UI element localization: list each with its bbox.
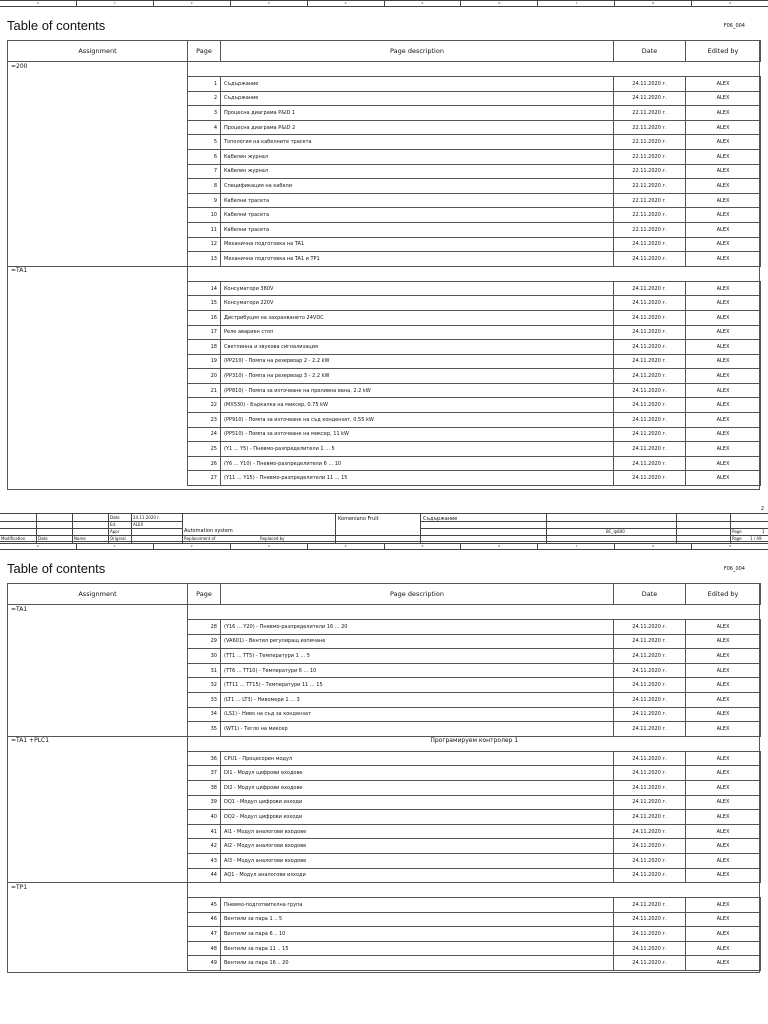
edited-by-cell: ALEX bbox=[686, 692, 761, 707]
date-cell: 22.11.2020 г. bbox=[614, 193, 686, 208]
ruler-col-label: 1 bbox=[77, 544, 154, 549]
page-number-cell: 39 bbox=[188, 795, 221, 810]
edited-by-cell: ALEX bbox=[686, 120, 761, 135]
date-cell: 24.11.2020 г. bbox=[614, 252, 686, 267]
edited-by-cell: ALEX bbox=[686, 149, 761, 164]
date-cell: 24.11.2020 г. bbox=[614, 692, 686, 707]
page-description-cell: (TT6 ... TT10) - Температури 6 ... 10 bbox=[221, 663, 614, 678]
page-number-cell: 10 bbox=[188, 208, 221, 223]
page-number-marker: 2 bbox=[760, 506, 764, 512]
section-label: =TA1 bbox=[8, 605, 188, 614]
document-title: Съдържание bbox=[423, 516, 458, 522]
edited-by-cell: ALEX bbox=[686, 310, 761, 325]
page-description-cell: Пневмо-подготвителна група bbox=[221, 898, 614, 913]
ruler-col-label: 0 bbox=[0, 1, 77, 6]
page-description-cell: (Y1 ... Y5) - Пневмо-разпределители 1 ... 5 bbox=[221, 442, 614, 457]
page-number-cell: 25 bbox=[188, 442, 221, 457]
page-description-cell: (PP910) - Помпа за източване на съд кондензат, 0.55 kW bbox=[221, 413, 614, 428]
edited-by-cell: ALEX bbox=[686, 106, 761, 121]
edited-by-cell: ALEX bbox=[686, 281, 761, 296]
date-cell: 24.11.2020 г. bbox=[614, 634, 686, 649]
edited-by-cell: ALEX bbox=[686, 369, 761, 384]
original-label: Original bbox=[110, 536, 126, 541]
date-cell: 24.11.2020 г. bbox=[614, 471, 686, 486]
edited-by-cell: ALEX bbox=[686, 237, 761, 252]
edited-by-cell: ALEX bbox=[686, 707, 761, 722]
date-cell: 24.11.2020 г. bbox=[614, 780, 686, 795]
ruler-col-label: 8 bbox=[615, 1, 692, 6]
page-description-cell: (Y11 ... Y15) - Пневмо-разпределители 11 ... 15 bbox=[221, 471, 614, 486]
system-name: Automation system bbox=[184, 528, 233, 534]
page-description-cell: Вентили за пара 16 .. 20 bbox=[221, 956, 614, 971]
header-assignment: Assignment bbox=[8, 41, 188, 62]
date-cell: 24.11.2020 г. bbox=[614, 383, 686, 398]
ruler-col-label: 1 bbox=[77, 1, 154, 6]
modification-label: Modification bbox=[1, 536, 26, 541]
ruler-col-label: 0 bbox=[0, 544, 77, 549]
ruler-col-label: 2 bbox=[154, 1, 231, 6]
replaced-by-label: Replaced by bbox=[260, 536, 285, 541]
page-description-cell: (WT1) - Тегло на миксер bbox=[221, 722, 614, 737]
date-cell: 22.11.2020 г. bbox=[614, 179, 686, 194]
date-cell: 24.11.2020 г. bbox=[614, 369, 686, 384]
edited-by-cell: ALEX bbox=[686, 780, 761, 795]
page-description-cell: Вентили за пара 11 .. 15 bbox=[221, 941, 614, 956]
page-number-cell: 26 bbox=[188, 456, 221, 471]
page-number-cell: 5 bbox=[188, 135, 221, 150]
date-cell: 24.11.2020 г. bbox=[614, 77, 686, 92]
ruler-col-label: 5 bbox=[385, 544, 462, 549]
header-page: Page bbox=[188, 584, 221, 605]
page-number-cell: 17 bbox=[188, 325, 221, 340]
page-number-cell: 44 bbox=[188, 868, 221, 883]
page-number-cell: 2 bbox=[188, 91, 221, 106]
page-description-cell: Кабелни трасета bbox=[221, 193, 614, 208]
date-cell: 24.11.2020 г. bbox=[614, 707, 686, 722]
page-number-cell: 4 bbox=[188, 120, 221, 135]
ed-value: ALEX bbox=[133, 522, 144, 527]
page-description-cell: AI3 - Модул аналогови входове bbox=[221, 853, 614, 868]
name-col-label: Name bbox=[74, 536, 86, 541]
header-assignment: Assignment bbox=[8, 584, 188, 605]
date-cell: 24.11.2020 г. bbox=[614, 678, 686, 693]
edited-by-cell: ALEX bbox=[686, 634, 761, 649]
page-description-cell: AI1 - Модул аналогови входове bbox=[221, 824, 614, 839]
page-number-cell: 21 bbox=[188, 383, 221, 398]
page-number-cell: 20 bbox=[188, 369, 221, 384]
page-description-cell: Механична подготовка на TA1 и TP1 bbox=[221, 252, 614, 267]
date-cell: 24.11.2020 г. bbox=[614, 427, 686, 442]
page-number-cell: 12 bbox=[188, 237, 221, 252]
page-description-cell: AQ1 - Модул аналогови изходи bbox=[221, 868, 614, 883]
replacement-of-label: Replacement of bbox=[184, 536, 216, 541]
page-number-cell: 3 bbox=[188, 106, 221, 121]
sheet-frame bbox=[7, 583, 760, 973]
page-description-cell: DQ1 - Модул цифрови изходи bbox=[221, 795, 614, 810]
ruler-col-label: 4 bbox=[308, 544, 385, 549]
edited-by-cell: ALEX bbox=[686, 325, 761, 340]
page-number-cell: 19 bbox=[188, 354, 221, 369]
page-description-cell: (LT1 ... LT3) - Нивомери 1 ... 3 bbox=[221, 692, 614, 707]
date-cell: 24.11.2020 г. bbox=[614, 649, 686, 664]
page-number-cell: 28 bbox=[188, 620, 221, 635]
section-label: =TA1 bbox=[8, 266, 188, 275]
page-number-cell: 24 bbox=[188, 427, 221, 442]
sheet-code: F06_004 bbox=[723, 566, 745, 572]
page-number-cell: 30 bbox=[188, 649, 221, 664]
page-number-cell: 45 bbox=[188, 898, 221, 913]
edited-by-cell: ALEX bbox=[686, 649, 761, 664]
page-number-cell: 48 bbox=[188, 941, 221, 956]
page-description-cell: (PP510) - Помпа за източване на миксер, 11 kW bbox=[221, 427, 614, 442]
page-number-cell: 29 bbox=[188, 634, 221, 649]
section-label: =TP1 bbox=[8, 883, 188, 892]
edited-by-cell: ALEX bbox=[686, 296, 761, 311]
date-cell: 24.11.2020 г. bbox=[614, 620, 686, 635]
edited-by-cell: ALEX bbox=[686, 912, 761, 927]
edited-by-cell: ALEX bbox=[686, 208, 761, 223]
edited-by-cell: ALEX bbox=[686, 824, 761, 839]
page-number-cell: 22 bbox=[188, 398, 221, 413]
page-number-cell: 35 bbox=[188, 722, 221, 737]
page-description-cell: Спецификация на кабели bbox=[221, 179, 614, 194]
edited-by-cell: ALEX bbox=[686, 766, 761, 781]
page-number-cell: 31 bbox=[188, 663, 221, 678]
page-label-2: Page bbox=[732, 536, 742, 541]
date-cell: 24.11.2020 г. bbox=[614, 853, 686, 868]
date-cell: 24.11.2020 г. bbox=[614, 810, 686, 825]
edited-by-cell: ALEX bbox=[686, 722, 761, 737]
page-number-cell: 47 bbox=[188, 927, 221, 942]
edited-by-cell: ALEX bbox=[686, 340, 761, 355]
page-number-cell: 14 bbox=[188, 281, 221, 296]
date-cell: 24.11.2020 г. bbox=[614, 91, 686, 106]
header-edited-by: Edited by bbox=[686, 584, 761, 605]
page-description-cell: Топология на кабелните трасета bbox=[221, 135, 614, 150]
edited-by-cell: ALEX bbox=[686, 620, 761, 635]
page-number-cell: 7 bbox=[188, 164, 221, 179]
page-description-cell: (TT1 ... TT5) - Температури 1 ... 5 bbox=[221, 649, 614, 664]
date-cell: 24.11.2020 г. bbox=[614, 824, 686, 839]
edited-by-cell: ALEX bbox=[686, 839, 761, 854]
page-description-cell: Вентили за пара 6 .. 10 bbox=[221, 927, 614, 942]
date-cell: 24.11.2020 г. bbox=[614, 839, 686, 854]
section-label: =200 bbox=[8, 62, 188, 71]
page-description-cell: (MX530) - Бъркалка на миксер, 0.75 kW bbox=[221, 398, 614, 413]
ruler-col-label: 2 bbox=[154, 544, 231, 549]
page-description-cell: (PP310) - Помпа на резервоар 3 - 2.2 kW bbox=[221, 369, 614, 384]
date-cell: 24.11.2020 г. bbox=[614, 398, 686, 413]
page-description-cell: (Y6 ... Y10) - Пневмо-разпределители 6 ... 10 bbox=[221, 456, 614, 471]
sheet-code: F06_004 bbox=[723, 23, 745, 29]
ruler-col-label: 6 bbox=[461, 544, 538, 549]
edited-by-cell: ALEX bbox=[686, 427, 761, 442]
section-label: =TA1 +PLC1 bbox=[8, 736, 188, 745]
page-number-cell: 42 bbox=[188, 839, 221, 854]
edited-by-cell: ALEX bbox=[686, 383, 761, 398]
date-cell: 24.11.2020 г. bbox=[614, 795, 686, 810]
date-label: Date bbox=[110, 515, 120, 520]
edited-by-cell: ALEX bbox=[686, 179, 761, 194]
page-number-cell: 27 bbox=[188, 471, 221, 486]
page-description-cell: Кабелен журнал bbox=[221, 149, 614, 164]
date-cell: 22.11.2020 г. bbox=[614, 164, 686, 179]
page-number-cell: 15 bbox=[188, 296, 221, 311]
date-cell: 24.11.2020 г. bbox=[614, 413, 686, 428]
edited-by-cell: ALEX bbox=[686, 868, 761, 883]
date-value: 24.11.2020 г. bbox=[133, 515, 161, 520]
page-description-cell: Кабелен журнал bbox=[221, 164, 614, 179]
date-cell: 24.11.2020 г. bbox=[614, 354, 686, 369]
page-number-cell: 46 bbox=[188, 912, 221, 927]
header-date: Date bbox=[614, 41, 686, 62]
page-number-cell: 18 bbox=[188, 340, 221, 355]
page-description-cell: Съдържание bbox=[221, 77, 614, 92]
ruler-col-label: 7 bbox=[538, 1, 615, 6]
date-cell: 24.11.2020 г. bbox=[614, 956, 686, 971]
page-description-cell: (TT11 ... TT15) - Температури 11 ... 15 bbox=[221, 678, 614, 693]
date-cell: 24.11.2020 г. bbox=[614, 868, 686, 883]
edited-by-cell: ALEX bbox=[686, 898, 761, 913]
sheet-title: Table of contents bbox=[7, 561, 106, 576]
header-date: Date bbox=[614, 584, 686, 605]
edited-by-cell: ALEX bbox=[686, 678, 761, 693]
edited-by-cell: ALEX bbox=[686, 442, 761, 457]
company-name: Komeniano Fruit bbox=[338, 516, 379, 522]
edited-by-cell: ALEX bbox=[686, 663, 761, 678]
page-description-cell: DI1 - Модул цифрови входове bbox=[221, 766, 614, 781]
page-description-cell: CPU1 - Процесорен модул bbox=[221, 751, 614, 766]
date-cell: 22.11.2020 г. bbox=[614, 208, 686, 223]
ruler-col-label: 9 bbox=[729, 544, 732, 548]
page-description-cell: Реле авариен стоп bbox=[221, 325, 614, 340]
page-description-cell: DQ2 - Модул цифрови изходи bbox=[221, 810, 614, 825]
page-description-cell: Консуматори 220V bbox=[221, 296, 614, 311]
appr-label: Appr bbox=[110, 529, 120, 534]
date-cell: 22.11.2020 г. bbox=[614, 149, 686, 164]
date-col-label: Date bbox=[38, 536, 48, 541]
ruler-col-label: 5 bbox=[385, 1, 462, 6]
date-cell: 22.11.2020 г. bbox=[614, 222, 686, 237]
ruler-col-label: 6 bbox=[461, 1, 538, 6]
edited-by-cell: ALEX bbox=[686, 413, 761, 428]
page-description-cell: Вентили за пара 1 .. 5 bbox=[221, 912, 614, 927]
page-description-cell: Кабелни трасета bbox=[221, 208, 614, 223]
date-cell: 24.11.2020 г. bbox=[614, 663, 686, 678]
page-number-cell: 13 bbox=[188, 252, 221, 267]
page-number-cell: 23 bbox=[188, 413, 221, 428]
date-cell: 24.11.2020 г. bbox=[614, 310, 686, 325]
page-number-cell: 11 bbox=[188, 222, 221, 237]
page-description-cell: Механична подготовка на TA1 bbox=[221, 237, 614, 252]
page-value-1: 1 bbox=[762, 529, 765, 534]
date-cell: 22.11.2020 г. bbox=[614, 106, 686, 121]
date-cell: 24.11.2020 г. bbox=[614, 456, 686, 471]
date-cell: 24.11.2020 г. bbox=[614, 442, 686, 457]
date-cell: 22.11.2020 г. bbox=[614, 120, 686, 135]
page-label-1: Page bbox=[732, 529, 742, 534]
page-number-cell: 16 bbox=[188, 310, 221, 325]
edited-by-cell: ALEX bbox=[686, 853, 761, 868]
column-ruler-middle bbox=[0, 543, 768, 550]
page-description-cell: (PP810) - Помпа за източване на преливна вана, 2.2 kW bbox=[221, 383, 614, 398]
page-description-cell: Процесна диаграма P&ID 1 bbox=[221, 106, 614, 121]
ruler-col-label: 8 bbox=[615, 544, 692, 549]
page-description-cell: Процесна диаграма P&ID 2 bbox=[221, 120, 614, 135]
date-cell: 24.11.2020 г. bbox=[614, 296, 686, 311]
page-number-cell: 6 bbox=[188, 149, 221, 164]
ruler-col-label: 3 bbox=[231, 1, 308, 6]
page-value-2: 1 / 49 bbox=[750, 536, 762, 541]
date-cell: 24.11.2020 г. bbox=[614, 237, 686, 252]
edited-by-cell: ALEX bbox=[686, 927, 761, 942]
date-cell: 24.11.2020 г. bbox=[614, 927, 686, 942]
page-number-cell: 8 bbox=[188, 179, 221, 194]
page-number-cell: 43 bbox=[188, 853, 221, 868]
header-page-description: Page description bbox=[221, 584, 614, 605]
edited-by-cell: ALEX bbox=[686, 751, 761, 766]
header-page: Page bbox=[188, 41, 221, 62]
title-block bbox=[0, 513, 768, 542]
page-number-cell: 49 bbox=[188, 956, 221, 971]
file-name: BC_Ip800 bbox=[606, 529, 625, 534]
sheet-title: Table of contents bbox=[7, 18, 106, 33]
ruler-col-label: 9 bbox=[729, 1, 732, 5]
page-number-cell: 1 bbox=[188, 77, 221, 92]
ruler-col-label: 3 bbox=[231, 544, 308, 549]
page-number-cell: 33 bbox=[188, 692, 221, 707]
page-description-cell: DI2 - Модул цифрови входове bbox=[221, 780, 614, 795]
page-number-cell: 32 bbox=[188, 678, 221, 693]
sheet-frame bbox=[7, 40, 760, 490]
page-number-cell: 40 bbox=[188, 810, 221, 825]
date-cell: 22.11.2020 г. bbox=[614, 135, 686, 150]
date-cell: 24.11.2020 г. bbox=[614, 912, 686, 927]
edited-by-cell: ALEX bbox=[686, 193, 761, 208]
edited-by-cell: ALEX bbox=[686, 91, 761, 106]
page-number-cell: 34 bbox=[188, 707, 221, 722]
edited-by-cell: ALEX bbox=[686, 222, 761, 237]
date-cell: 24.11.2020 г. bbox=[614, 340, 686, 355]
section-title: Програмируем контролер 1 bbox=[188, 736, 761, 745]
page-description-cell: Кабелни трасета bbox=[221, 222, 614, 237]
page-description-cell: Светлинна и звукова сигнализация bbox=[221, 340, 614, 355]
date-cell: 24.11.2020 г. bbox=[614, 766, 686, 781]
edited-by-cell: ALEX bbox=[686, 77, 761, 92]
page-number-cell: 9 bbox=[188, 193, 221, 208]
edited-by-cell: ALEX bbox=[686, 795, 761, 810]
page-description-cell: Дистрибуция на захранването 24VDC bbox=[221, 310, 614, 325]
page-number-cell: 38 bbox=[188, 780, 221, 795]
edited-by-cell: ALEX bbox=[686, 956, 761, 971]
page-number-cell: 41 bbox=[188, 824, 221, 839]
edited-by-cell: ALEX bbox=[686, 164, 761, 179]
page-number-cell: 37 bbox=[188, 766, 221, 781]
date-cell: 24.11.2020 г. bbox=[614, 325, 686, 340]
edited-by-cell: ALEX bbox=[686, 354, 761, 369]
page-description-cell: (LS1) - Ниво на съд за кондензат bbox=[221, 707, 614, 722]
page-description-cell: AI2 - Модул аналогови входове bbox=[221, 839, 614, 854]
ed-label: Ed. bbox=[110, 522, 117, 527]
edited-by-cell: ALEX bbox=[686, 398, 761, 413]
date-cell: 24.11.2020 г. bbox=[614, 941, 686, 956]
date-cell: 24.11.2020 г. bbox=[614, 751, 686, 766]
date-cell: 24.11.2020 г. bbox=[614, 898, 686, 913]
ruler-col-label: 4 bbox=[308, 1, 385, 6]
page-description-cell: (Y16 ... Y20) - Пневмо-разпределители 16 ... 20 bbox=[221, 620, 614, 635]
header-edited-by: Edited by bbox=[686, 41, 761, 62]
column-ruler-top bbox=[0, 0, 768, 7]
page-description-cell: Консуматори 380V bbox=[221, 281, 614, 296]
edited-by-cell: ALEX bbox=[686, 810, 761, 825]
edited-by-cell: ALEX bbox=[686, 456, 761, 471]
edited-by-cell: ALEX bbox=[686, 252, 761, 267]
header-page-description: Page description bbox=[221, 41, 614, 62]
edited-by-cell: ALEX bbox=[686, 471, 761, 486]
page-description-cell: (PP210) - Помпа на резервоар 2 - 2.2 kW bbox=[221, 354, 614, 369]
date-cell: 24.11.2020 г. bbox=[614, 722, 686, 737]
page-number-cell: 36 bbox=[188, 751, 221, 766]
page-description-cell: (VA601) - Вентил регулиращ изпичане bbox=[221, 634, 614, 649]
edited-by-cell: ALEX bbox=[686, 941, 761, 956]
page-description-cell: Съдържание bbox=[221, 91, 614, 106]
date-cell: 24.11.2020 г. bbox=[614, 281, 686, 296]
edited-by-cell: ALEX bbox=[686, 135, 761, 150]
ruler-col-label: 7 bbox=[538, 544, 615, 549]
